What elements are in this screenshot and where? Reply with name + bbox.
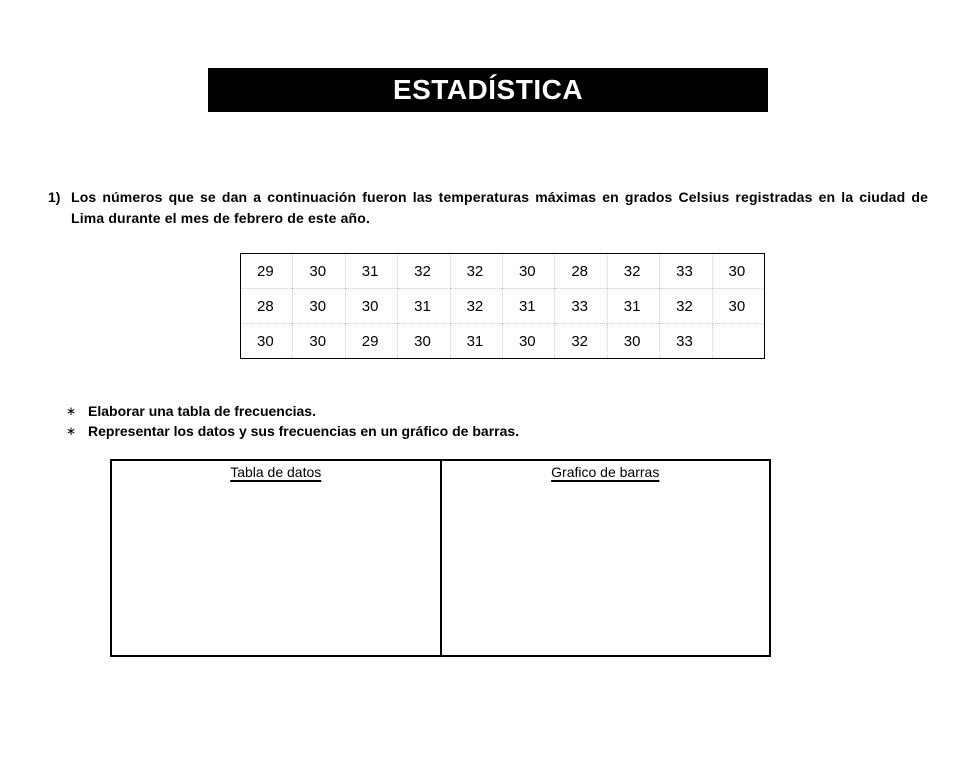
table-cell: 32 — [660, 289, 712, 324]
bar-chart-panel — [440, 461, 770, 655]
table-cell: 31 — [345, 254, 397, 289]
task-text: Representar los datos y sus frecuencias en un gráfico de barras. — [88, 423, 520, 439]
problem-statement — [48, 187, 928, 229]
table-cell: 30 — [712, 289, 764, 324]
table-row — [241, 289, 765, 324]
data-table-panel-title: Tabla de datos — [230, 464, 322, 480]
table-cell: 30 — [502, 254, 554, 289]
task-item — [66, 421, 519, 441]
task-item — [66, 401, 519, 421]
page-title: ESTADÍSTICA — [392, 74, 584, 105]
table-cell: 33 — [660, 324, 712, 359]
table-cell: 30 — [607, 324, 659, 359]
table-cell: 31 — [450, 324, 502, 359]
table-cell: 32 — [450, 289, 502, 324]
table-cell: 33 — [555, 289, 607, 324]
table-cell: 30 — [398, 324, 450, 359]
table-cell: 32 — [450, 254, 502, 289]
temperature-table — [240, 253, 765, 359]
problem-number: 1) — [48, 189, 61, 205]
page-title-bar — [208, 68, 768, 112]
table-cell: 30 — [293, 324, 345, 359]
table-cell: 30 — [345, 289, 397, 324]
bar-chart-panel-title: Grafico de barras — [551, 464, 660, 480]
table-cell: 31 — [398, 289, 450, 324]
asterisk-bullet-icon: ∗ — [66, 424, 77, 438]
table-cell: 30 — [712, 254, 764, 289]
table-cell: 29 — [257, 262, 274, 280]
data-table-panel — [112, 461, 440, 655]
table-cell: 32 — [607, 254, 659, 289]
table-cell: 29 — [345, 324, 397, 359]
asterisk-bullet-icon: ∗ — [66, 404, 77, 418]
task-list — [66, 401, 519, 441]
table-cell: 30 — [241, 324, 293, 359]
table-row — [241, 254, 765, 289]
table-cell — [712, 324, 764, 359]
table-cell: 33 — [660, 254, 712, 289]
table-row — [241, 324, 765, 359]
task-text: Elaborar una tabla de frecuencias. — [88, 403, 316, 419]
table-cell: 31 — [607, 289, 659, 324]
table-cell: 32 — [398, 254, 450, 289]
problem-text: Los números que se dan a continuación fueron las temperaturas máximas en grados Celsius registradas en la ciudad de Lima durante el mes de febrero de este año. — [71, 189, 928, 226]
table-cell: 31 — [502, 289, 554, 324]
table-cell: 30 — [293, 254, 345, 289]
answer-box — [110, 459, 771, 657]
table-cell: 30 — [293, 289, 345, 324]
table-cell: 28 — [241, 289, 293, 324]
table-cell: 32 — [555, 324, 607, 359]
table-cell: 28 — [555, 254, 607, 289]
table-cell: 30 — [502, 324, 554, 359]
